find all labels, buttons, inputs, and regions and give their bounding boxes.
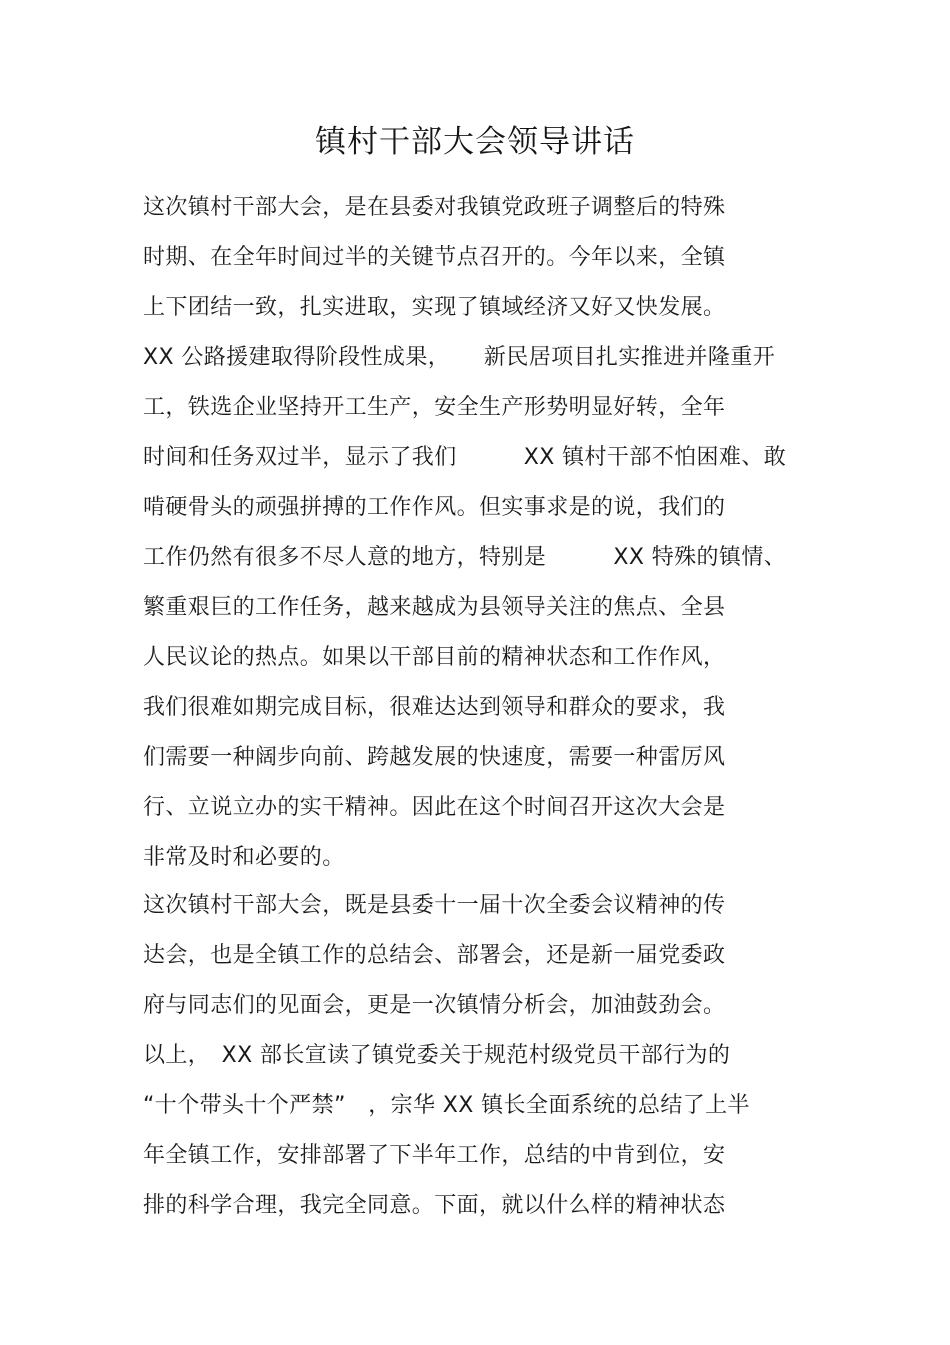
body-line: 年全镇工作，安排部署了下半年工作，总结的中肯到位，安 [143, 1143, 726, 1168]
body-line: 时间和任务双过半，显示了我们 XX 镇村干部不怕困难、敢 [143, 445, 787, 470]
body-line: XX 公路援建取得阶段性成果， 新民居项目扎实推进并隆重开 [143, 345, 776, 370]
body-line: 达会，也是全镇工作的总结会、部署会，还是新一届党委政 [143, 943, 726, 968]
document-title: 镇村干部大会领导讲话 [315, 124, 635, 160]
body-line: “十个带头十个严禁” ，宗华 XX 镇长全面系统的总结了上半 [143, 1093, 750, 1118]
body-line: 时期、在全年时间过半的关键节点召开的。今年以来，全镇 [143, 245, 726, 270]
body-line: 这次镇村干部大会，既是县委十一届十次全委会议精神的传 [143, 893, 726, 918]
body-line: 繁重艰巨的工作任务，越来越成为县领导关注的焦点、全县 [143, 595, 726, 620]
body-line: 上下团结一致，扎实进取，实现了镇域经济又好又快发展。 [143, 295, 726, 320]
body-line: 工，铁选企业坚持开工生产，安全生产形势明显好转，全年 [143, 395, 726, 420]
body-line: 啃硬骨头的顽强拼搏的工作作风。但实事求是的说，我们的 [143, 495, 726, 520]
body-line: 非常及时和必要的。 [143, 845, 345, 870]
body-line: 我们很难如期完成目标，很难达达到领导和群众的要求，我 [143, 695, 726, 720]
body-line: 们需要一种阔步向前、跨越发展的快速度，需要一种雷厉风 [143, 745, 726, 770]
body-line: 以上， XX 部长宣读了镇党委关于规范村级党员干部行为的 [143, 1043, 731, 1068]
body-line: 人民议论的热点。如果以干部目前的精神状态和工作作风， [143, 645, 726, 670]
body-line: 排的科学合理，我完全同意。下面，就以什么样的精神状态 [143, 1193, 726, 1218]
body-line: 府与同志们的见面会，更是一次镇情分析会，加油鼓劲会。 [143, 993, 726, 1018]
body-line: 行、立说立办的实干精神。因此在这个时间召开这次大会是 [143, 795, 726, 820]
body-line: 这次镇村干部大会，是在县委对我镇党政班子调整后的特殊 [143, 195, 726, 220]
body-line: 工作仍然有很多不尽人意的地方，特别是 XX 特殊的镇情、 [143, 545, 787, 570]
